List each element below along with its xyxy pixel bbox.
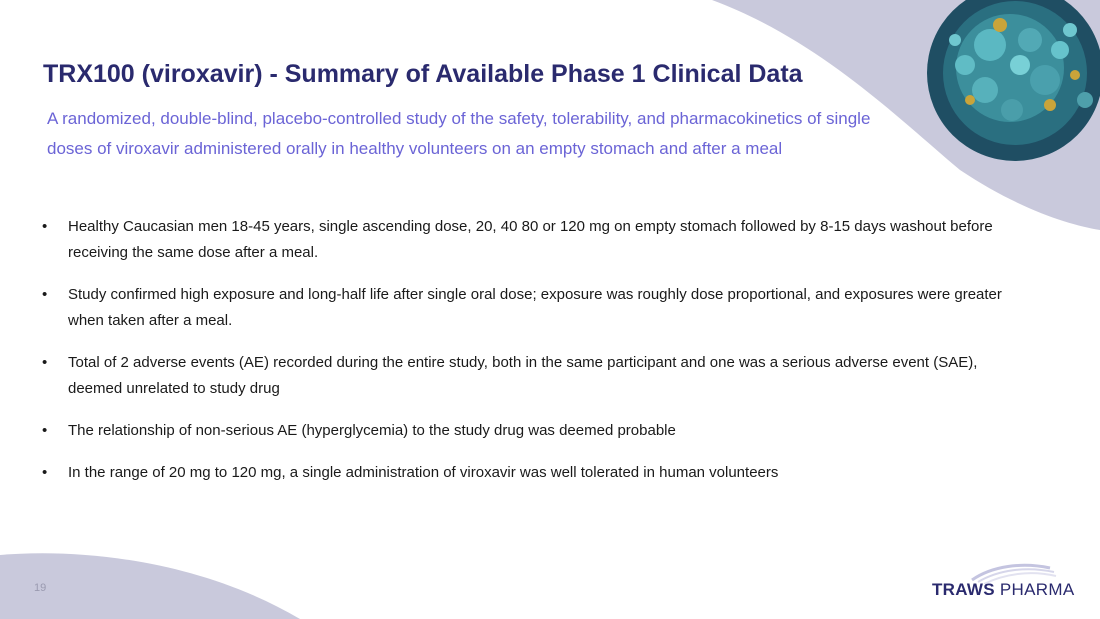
- bullet-item: [42, 350, 1002, 402]
- slide-subtitle: A randomized, double-blind, placebo-controlled study of the safety, tolerability, and pharmacokinetics of single doses of viroxavir administered orally in healthy volunteers on an empty stomach and after a meal: [47, 109, 871, 158]
- bullet-item: [42, 282, 1002, 334]
- bullet-text: Total of 2 adverse events (AE) recorded during the entire study, both in the same participant and one was a serious adverse event (SAE), deemed unrelated to study drug: [68, 354, 978, 397]
- bullet-marker: •: [42, 464, 48, 481]
- bullet-text: In the range of 20 mg to 120 mg, a single administration of viroxavir was well tolerated in human volunteers: [68, 464, 779, 481]
- bullet-text: The relationship of non-serious AE (hyperglycemia) to the study drug was deemed probable: [68, 422, 676, 439]
- bullet-marker: •: [42, 218, 48, 235]
- logo-wordmark: [932, 580, 1074, 600]
- bullet-item: [42, 418, 1002, 444]
- bullet-text: Healthy Caucasian men 18-45 years, single ascending dose, 20, 40 80 or 120 mg on empty stomach followed by 8-15 days washout before receiving the same dose after a meal.: [68, 218, 993, 261]
- logo-word-traws: TRAWS: [932, 580, 995, 599]
- bullet-list: [42, 214, 1002, 502]
- bullet-item: [42, 214, 1002, 266]
- bullet-marker: •: [42, 422, 48, 439]
- page-number: 19: [34, 582, 47, 594]
- slide-title: TRX100 (viroxavir) - Summary of Available Phase 1 Clinical Data: [43, 60, 803, 88]
- bullet-marker: •: [42, 354, 48, 371]
- bullet-marker: •: [42, 286, 48, 303]
- company-logo: [932, 560, 1075, 604]
- bullet-text: Study confirmed high exposure and long-half life after single oral dose; exposure was roughly dose proportional, and exposures were greater when taken after a meal.: [68, 286, 1002, 329]
- logo-word-pharma: PHARMA: [999, 580, 1075, 599]
- bullet-item: [42, 460, 1002, 486]
